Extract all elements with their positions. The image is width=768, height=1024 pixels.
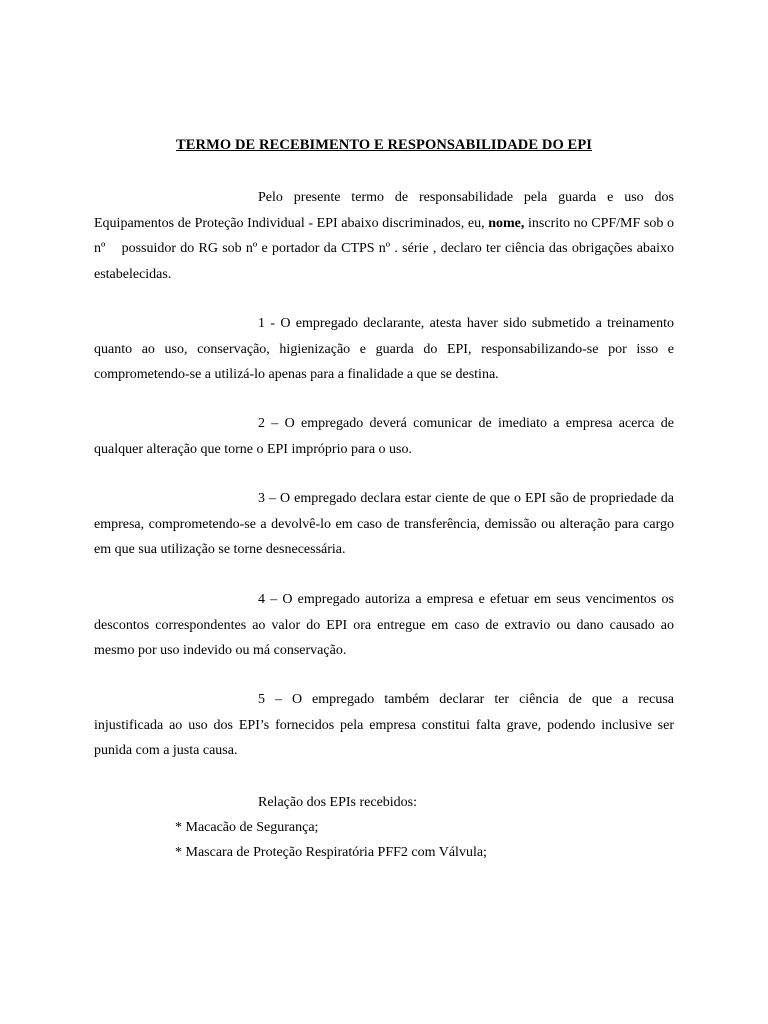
document-title: TERMO DE RECEBIMENTO E RESPONSABILIDADE DO EPI bbox=[175, 137, 593, 153]
clause-4: 4 – O empregado autoriza a empresa e efetuar em seus vencimentos os descontos correspondentes ao valor do EPI ora entregue em caso de extravio ou dano causado ao mesmo por uso indevido ou má conservação. bbox=[94, 592, 674, 658]
intro-text-5: . série bbox=[394, 241, 429, 256]
epi-list-item: * Macacão de Segurança; bbox=[175, 820, 319, 835]
clause-2: 2 – O empregado deverá comunicar de imediato a empresa acerca de qualquer alteração que torne o EPI impróprio para o uso. bbox=[94, 416, 674, 457]
name-field: nome, bbox=[488, 215, 525, 231]
intro-text-2: inscrito no CPF/MF sob o nº bbox=[94, 215, 674, 256]
intro-paragraph bbox=[94, 185, 674, 287]
intro-text-4: e portador da CTPS nº bbox=[261, 241, 391, 256]
epi-list bbox=[175, 815, 487, 865]
clause-5: 5 – O empregado também declarar ter ciência de que a recusa injustificada ao uso dos EPI’s fornecidos pela empresa constitui falta grave, podendo inclusive ser punida com a justa causa. bbox=[94, 692, 674, 758]
clause-1: 1 - O empregado declarante, atesta haver sido submetido a treinamento quanto ao uso, conservação, higienização e guarda do EPI, responsabilizando-se por isso e comprometendo-se a utilizá-lo apenas para a finalidade a que se destina. bbox=[94, 316, 674, 382]
epi-list-item: * Mascara de Proteção Respiratória PFF2 com Válvula; bbox=[175, 845, 487, 860]
epi-list-title: Relação dos EPIs recebidos: bbox=[258, 795, 418, 810]
intro-text-1: Pelo presente termo de responsabilidade pela guarda e uso dos Equipamentos de Proteção Individual - EPI abaixo discriminados, eu, bbox=[94, 190, 674, 231]
intro-text-6: , declaro ter ciência das obrigações abaixo estabelecidas. bbox=[94, 241, 675, 282]
clause-3: 3 – O empregado declara estar ciente de que o EPI são de propriedade da empresa, comprometendo-se a devolvê-lo em caso de transferência, demissão ou alteração para cargo em que sua utilização se torne desnecessária. bbox=[94, 491, 674, 557]
intro-text-3: possuidor do RG sob nº bbox=[121, 241, 258, 256]
